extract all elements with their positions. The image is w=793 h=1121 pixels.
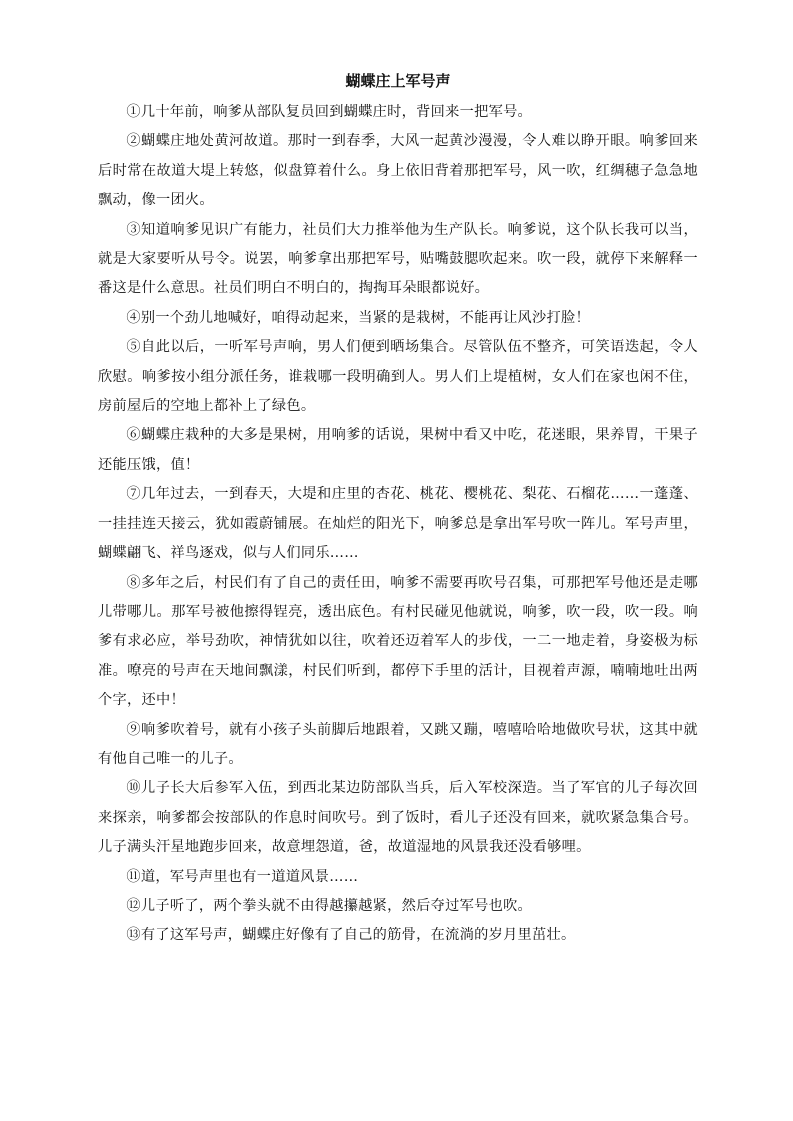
paragraph-9: ⑨响爹吹着号，就有小孩子头前脚后地跟着，又跳又蹦，嘻嘻哈哈地做吹号状，这其中就有他自己唯一的儿子。	[98, 721, 698, 767]
paragraph-5: ⑤自此以后，一听军号声响，男人们便到晒场集合。尽管队伍不整齐，可笑语迭起，令人欣慰。响爹按小组分派任务，谁栽哪一段明确到人。男人们上堤植树，女人们在家也闲不住，房前屋后的空地上都补上了绿色。	[98, 339, 698, 415]
paragraph-3: ③知道响爹见识广有能力，社员们大力推举他为生产队长。响爹说，这个队长我可以当，就是大家要听从号令。说罢，响爹拿出那把军号，贴嘴鼓腮吹起来。吹一段，就停下来解释一番这是什么意思。社员们明白不明白的，掏掏耳朵眼都说好。	[98, 221, 698, 297]
paragraph-11: ⑪道，军号声里也有一道道风景……	[126, 868, 359, 885]
paragraph-4: ④别一个劲儿地喊好，咱得动起来，当紧的是栽树，不能再让风沙打脸！	[126, 309, 590, 326]
paragraph-6: ⑥蝴蝶庄栽种的大多是果树，用响爹的话说，果树中看又中吃，花迷眼，果养胃，干果子还能压饿，值！	[98, 427, 698, 473]
paragraph-12: ⑫儿子听了，两个拳头就不由得越攥越紧，然后夺过军号也吹。	[126, 897, 533, 914]
paragraph-2: ②蝴蝶庄地处黄河故道。那时一到春季，大风一起黄沙漫漫，令人难以睁开眼。响爹回来后时常在故道大堤上转悠，似盘算着什么。身上依旧背着那把军号，风一吹，红绸穗子急急地飘动，像一团火。	[98, 133, 698, 209]
paragraph-7: ⑦几年过去，一到春天，大堤和庄里的杏花、桃花、樱桃花、梨花、石榴花……一蓬蓬、一挂挂连天接云，犹如霞蔚铺展。在灿烂的阳光下，响爹总是拿出军号吹一阵儿。军号声里，蝴蝶翩飞、祥鸟逐戏，似与人们同乐……	[98, 486, 698, 562]
document-page	[98, 70, 698, 951]
paragraph-13: ⑬有了这军号声，蝴蝶庄好像有了自己的筋骨，在流淌的岁月里茁壮。	[126, 927, 576, 944]
paragraph-1: ①几十年前，响爹从部队复员回到蝴蝶庄时，背回来一把军号。	[126, 104, 533, 120]
paragraph-10: ⑩儿子长大后参军入伍，到西北某边防部队当兵，后入军校深造。当了军官的儿子每次回来探亲，响爹都会按部队的作息时间吹号。到了饭时，看儿子还没有回来，就吹紧急集合号。儿子满头汗星地跑步回来，故意埋怨道，爸，故道湿地的风景我还没看够哩。	[98, 780, 698, 856]
paragraph-8: ⑧多年之后，村民们有了自己的责任田，响爹不需要再吹号召集，可那把军号他还是走哪儿带哪儿。那军号被他擦得锃亮，透出底色。有村民碰见他就说，响爹，吹一段，吹一段。响爹有求必应，举号劲吹，神情犹如以往，吹着还迈着军人的步伐，一二一地走着，身姿极为标准。嘹亮的号声在天地间飘漾，村民们听到，都停下手里的活计，目视着声源，喃喃地吐出两个字，还中！	[98, 574, 698, 709]
document-title: 蝴蝶庄上军号声	[345, 72, 451, 90]
